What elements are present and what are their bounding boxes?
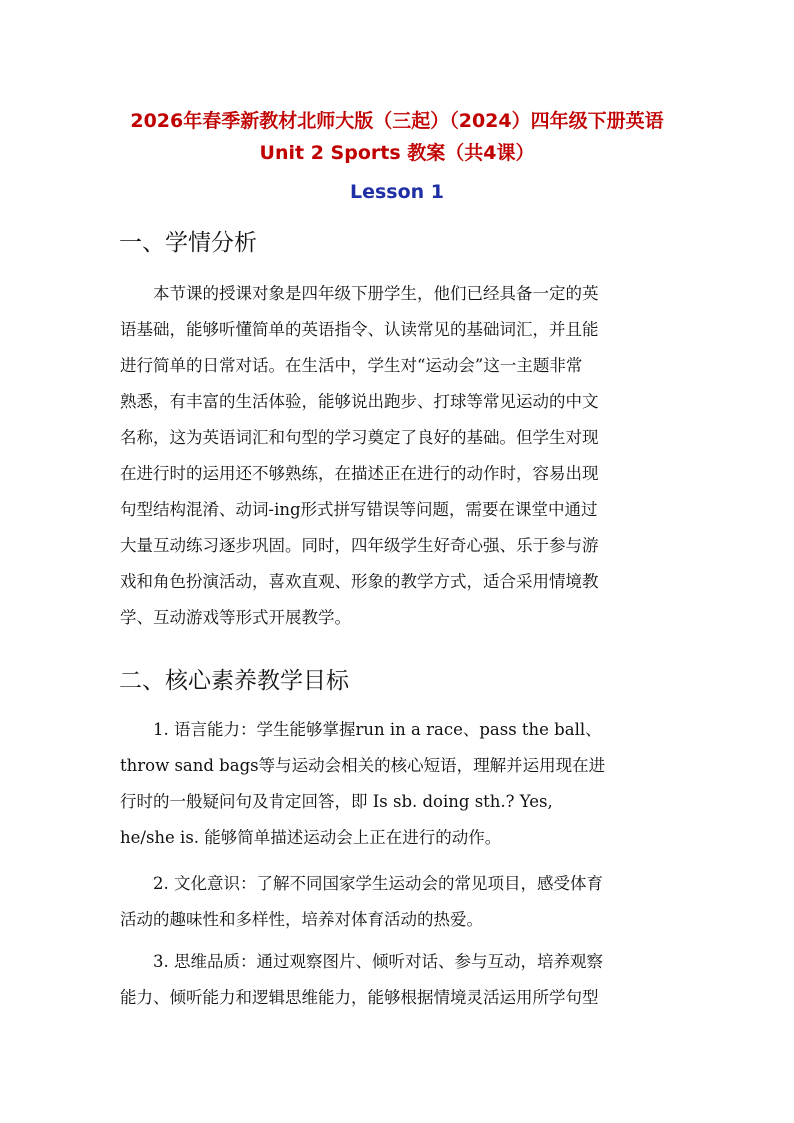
learner-analysis-paragraph xyxy=(120,276,680,636)
paragraph-line: 行时的一般疑问句及肯定回答，即 Is sb. doing sth.? Yes, xyxy=(120,792,553,811)
document-title-line1: 2026年春季新教材北师大版（三起）（2024）四年级下册英语 xyxy=(130,110,664,132)
paragraph-line: 句型结构混淆、动词-ing形式拼写错误等问题，需要在课堂中通过 xyxy=(120,500,598,519)
paragraph-line: 能力、倾听能力和逻辑思维能力，能够根据情境灵活运用所学句型 xyxy=(120,988,599,1007)
paragraph-line: 本节课的授课对象是四年级下册学生，他们已经具备一定的英 xyxy=(153,284,599,303)
paragraph-line: 进行简单的日常对话。在生活中，学生对“运动会”这一主题非常 xyxy=(120,356,583,375)
goal-thinking-quality xyxy=(120,944,680,1016)
paragraph-line: 3. 思维品质：通过观察图片、倾听对话、参与互动，培养观察 xyxy=(153,952,603,971)
section-heading-learner-analysis: 一、学情分析 xyxy=(119,230,257,256)
paragraph-line: 1. 语言能力：学生能够掌握run in a race、pass the ball、 xyxy=(153,720,602,739)
paragraph-line: 在进行时的运用还不够熟练，在描述正在进行的动作时，容易出现 xyxy=(120,464,599,483)
document-title-line2: Unit 2 Sports 教案（共4课） xyxy=(259,142,535,164)
paragraph-line: 语基础，能够听懂简单的英语指令、认读常见的基础词汇，并且能 xyxy=(120,320,599,339)
paragraph-line: throw sand bags等与运动会相关的核心短语，理解并运用现在进 xyxy=(120,756,606,775)
paragraph-line: 大量互动练习逐步巩固。同时，四年级学生好奇心强、乐于参与游 xyxy=(120,536,599,555)
goal-language-ability xyxy=(120,712,680,856)
paragraph-line: 2. 文化意识：了解不同国家学生运动会的常见项目，感受体育 xyxy=(153,874,603,893)
paragraph-line: he/she is. 能够简单描述运动会上正在进行的动作。 xyxy=(120,828,502,847)
paragraph-line: 熟悉，有丰富的生活体验，能够说出跑步、打球等常见运动的中文 xyxy=(120,392,599,411)
paragraph-line: 学、互动游戏等形式开展教学。 xyxy=(120,608,351,627)
goal-cultural-awareness xyxy=(120,866,680,938)
lesson-label: Lesson 1 xyxy=(349,181,445,203)
paragraph-line: 活动的趣味性和多样性，培养对体育活动的热爱。 xyxy=(120,910,483,929)
paragraph-line: 名称，这为英语词汇和句型的学习奠定了良好的基础。但学生对现 xyxy=(120,428,599,447)
paragraph-line: 戏和角色扮演活动，喜欢直观、形象的教学方式，适合采用情境教 xyxy=(120,572,599,591)
section-heading-teaching-goals: 二、核心素养教学目标 xyxy=(119,668,349,694)
